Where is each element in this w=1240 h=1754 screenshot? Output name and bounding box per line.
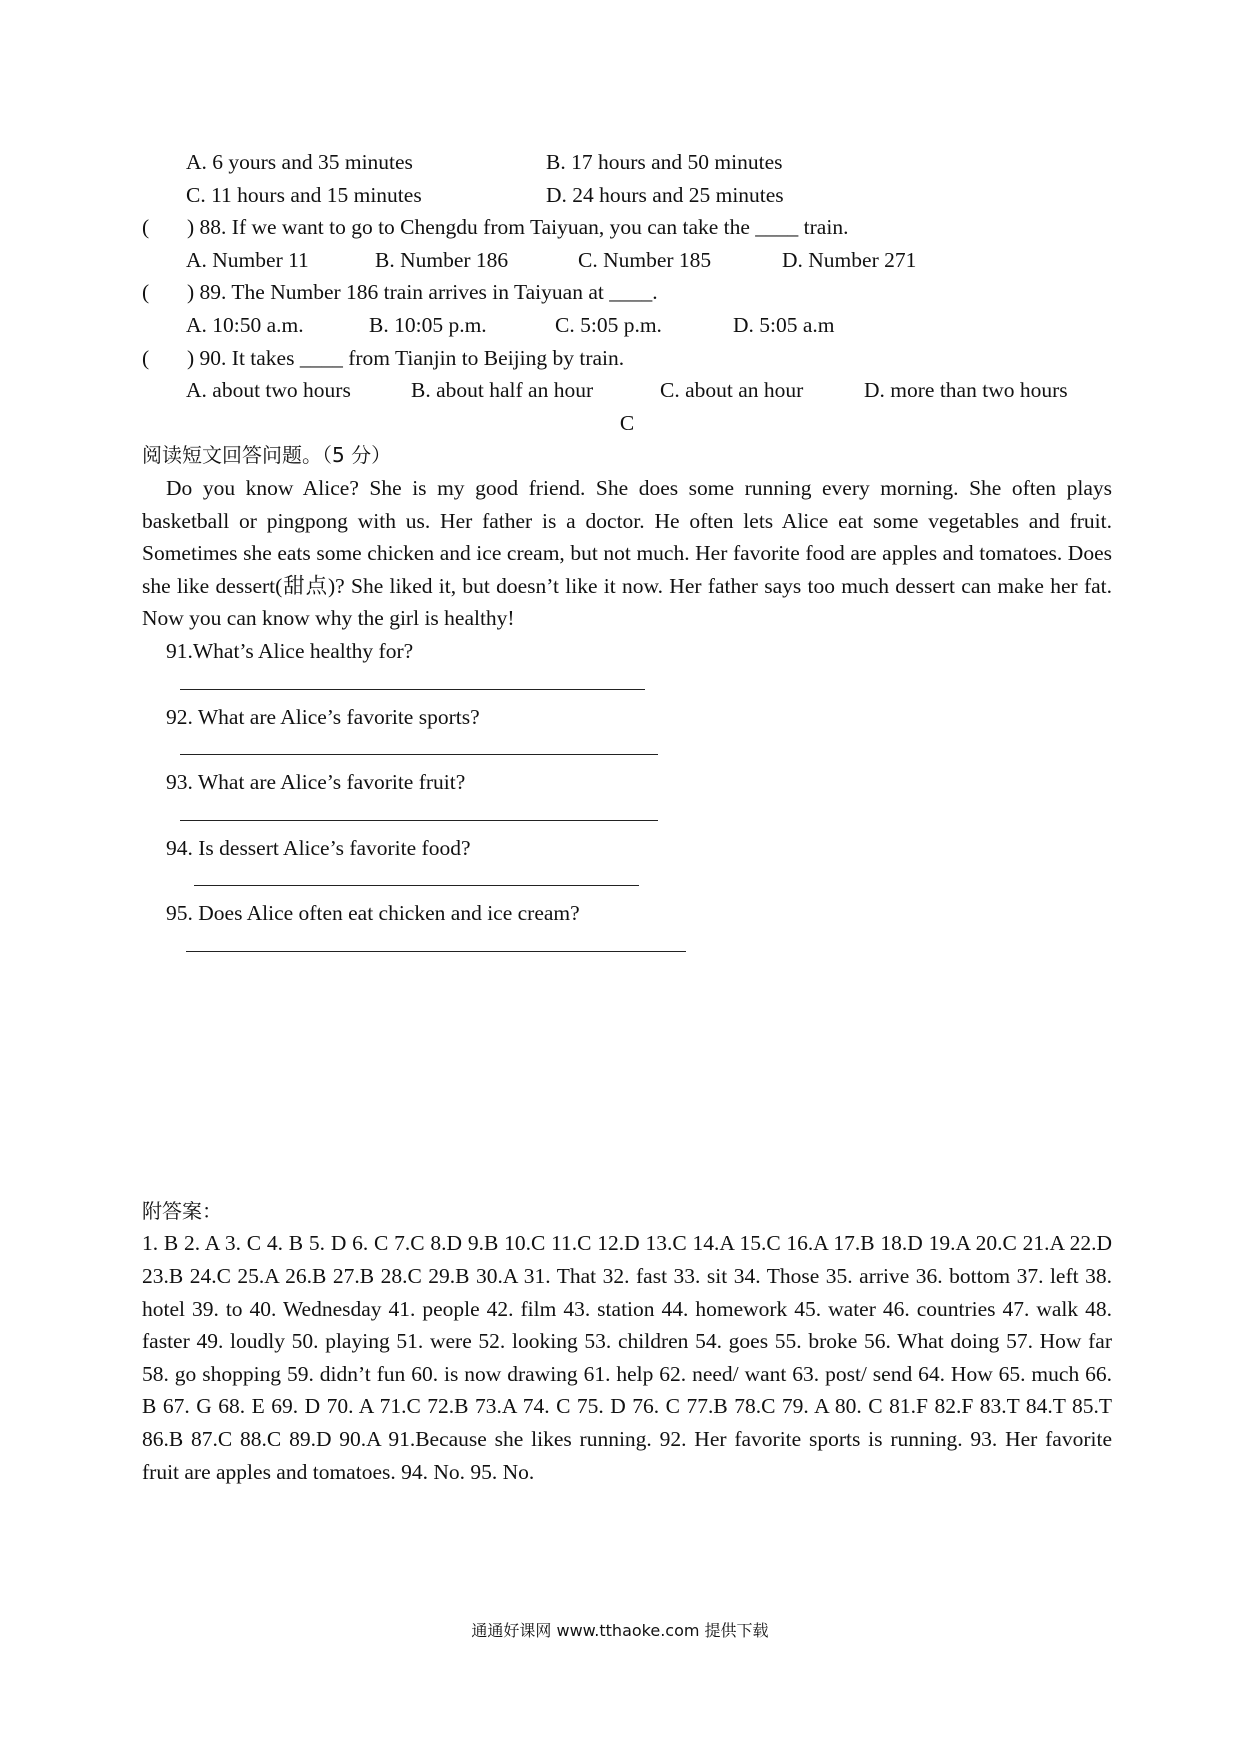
q90-option-a: A. about two hours [186,378,351,403]
question-92: 92. What are Alice’s favorite sports? [166,704,480,729]
section-letter: C [619,410,635,435]
q88-option-b: B. Number 186 [375,247,509,272]
answer-key-heading: 附答案： [142,1198,222,1223]
q88-option-d: D. Number 271 [782,247,917,272]
q87-option-a: A. 6 yours and 35 minutes [186,150,413,174]
q87-options-row-1 [142,146,1112,179]
answer-key: 1. B 2. A 3. C 4. B 5. D 6. C 7.C 8.D 9.B 10.C 11.C 12.D 13.C 14.A 15.C 16.A 17.B 18.D 19.A 20.C 21.A 22.D 23.B 24.C 25.A 26.B 27.B 28.C 29.B 30.A 31. That 32. fast 33. sit 34. Those 35. arrive 36. bottom 37. left 38. hotel 39. to 40. Wednesday 41. people 42. film 43. station 44. homework 45. water 46. countries 47. walk 48. faster 49. loudly 50. playing 51. were 52. looking 53. children 54. goes 55. broke 56. What doing 57. How far 58. go shopping 59. didn’t fun 60. is now drawing 61. help 62. need/ want 63. post/ send 64. How 65. much 66. B 67. G 68. E 69. D 70. A 71.C 72.B 73.A 74. C 75. D 76. C 77.B 78.C 79. A 80. C 81.F 82.F 83.T 84.T 85.T 86.B 87.C 88.C 89.D 90.A 91.Because she likes running. 92. Her favorite sports is running. 93. Her favorite fruit are apples and tomatoes. 94. No. 95. No. [142,1231,1112,1484]
section-heading: 阅读短文回答问题。（5 分） [142,443,392,468]
q89-option-b: B. 10:05 p.m. [369,312,487,337]
question-93: 93. What are Alice’s favorite fruit? [166,770,466,795]
worksheet-page [142,146,1112,1488]
q87-option-c: C. 11 hours and 15 minutes [186,182,422,207]
q87-options-row-2 [142,179,1112,212]
q90-option-b: B. about half an hour [411,378,594,403]
spacer [142,963,1112,1195]
question-88-text: ) 88. If we want to go to Chengdu from Taiyuan, you can take the ____ train. [187,215,849,240]
q90-options [142,374,1112,407]
reading-passage: Do you know Alice? She is my good friend. She does some running every morning. She often plays basketball or pingpong with us. Her father is a doctor. He often lets Alice eat some vegetables and fruit. Sometimes she eats some chicken and ice cream, but not much. Her favorite food are apples and tomatoes. Does she like dessert(甜点)? She liked it, but doesn’t like it now. Her father says too much dessert can make her fat. Now you can know why the girl is healthy! [142,475,1112,631]
question-90 [142,342,1112,375]
q89-option-c: C. 5:05 p.m. [555,312,662,337]
question-88 [142,211,1112,244]
q88-options [142,244,1112,277]
q88-option-c: C. Number 185 [578,247,712,272]
q87-option-d: D. 24 hours and 25 minutes [546,182,784,207]
answer-paren: ( [142,215,150,240]
q89-option-d: D. 5:05 a.m [733,312,835,337]
answer-blank-93[interactable] [142,799,1112,832]
q89-option-a: A. 10:50 a.m. [186,312,304,337]
q88-option-a: A. Number 11 [186,247,309,272]
question-95: 95. Does Alice often eat chicken and ice cream? [166,901,580,926]
question-89 [142,276,1112,309]
question-94: 94. Is dessert Alice’s favorite food? [166,835,471,860]
footer-source: 通通好课网 www.tthaoke.com 提供下载 [471,1621,769,1640]
q87-option-b: B. 17 hours and 50 minutes [546,150,783,174]
q90-option-d: D. more than two hours [864,378,1068,403]
answer-blank-91[interactable] [142,668,1112,701]
answer-blank-95[interactable] [142,930,1112,963]
answer-blank-94[interactable] [142,864,1112,897]
answer-paren: ( [142,345,150,370]
question-91: 91.What’s Alice healthy for? [166,638,414,663]
q89-options [142,309,1112,342]
q90-option-c: C. about an hour [660,378,804,403]
question-90-text: ) 90. It takes ____ from Tianjin to Beijing by train. [187,345,625,370]
question-89-text: ) 89. The Number 186 train arrives in Taiyuan at ____. [187,280,658,305]
answer-blank-92[interactable] [142,733,1112,766]
answer-paren: ( [142,280,150,305]
